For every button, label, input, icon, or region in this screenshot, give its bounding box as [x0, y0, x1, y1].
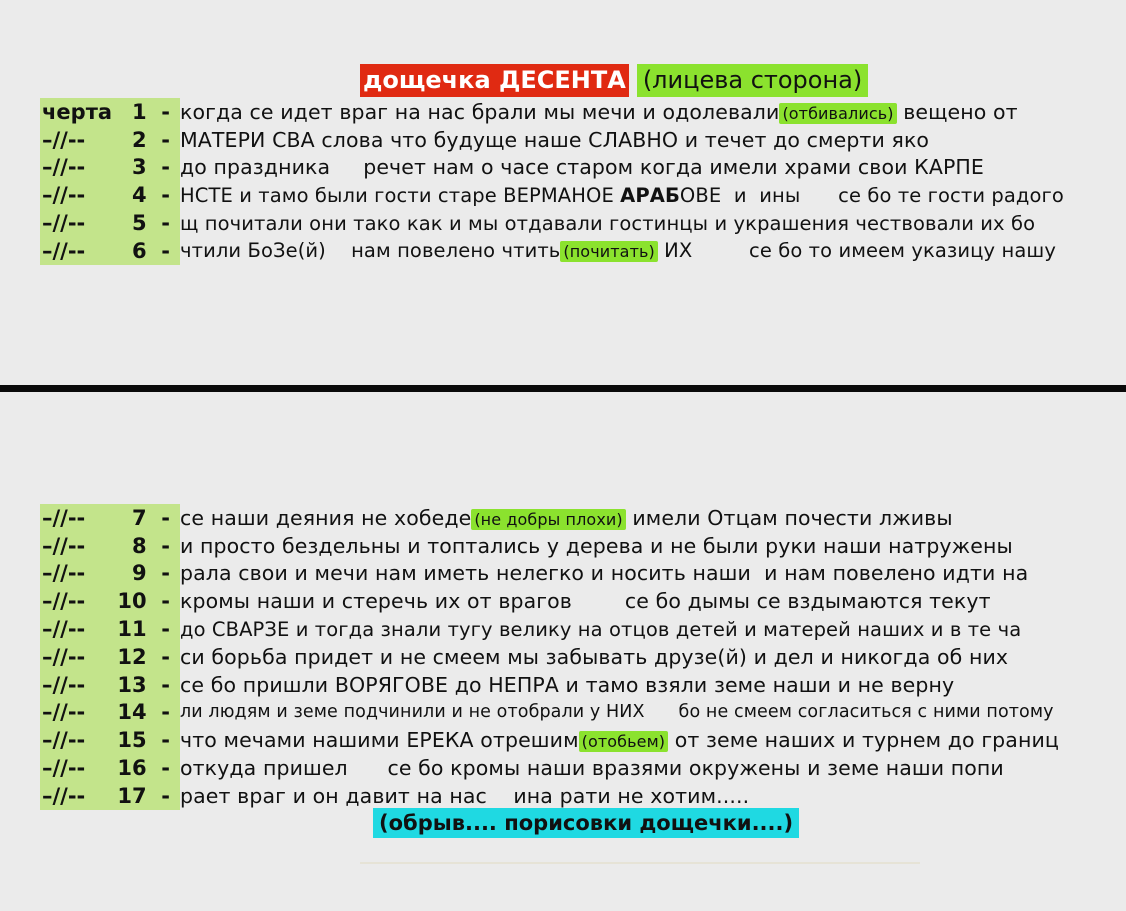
title-green: (лицева сторона)	[637, 64, 868, 97]
line-row	[40, 671, 1059, 699]
line-number: –//-- 17 -	[40, 782, 180, 810]
line-text: МАТЕРИ СВА слова что будуще наше СЛАВНО и течет до смерти яко	[180, 127, 930, 152]
gloss-note: (не добры плохи)	[471, 509, 625, 530]
gloss-note: (почитать)	[560, 241, 657, 262]
line-text: до праздника речет нам о часе старом когда имели храми свои КАРПЕ	[180, 155, 984, 180]
line-row	[40, 504, 1059, 532]
line-number: –//-- 10 -	[40, 587, 180, 615]
gloss-note: (отбивались)	[779, 103, 896, 124]
gloss-note: (отобьем)	[579, 731, 669, 752]
line-row	[40, 209, 1064, 237]
line-text: ли людям и земе подчинили и не отобрали у НИХ бо не смеем согласиться с ними потому	[180, 702, 1054, 723]
line-text: до СВАРЗЕ и тогда знали тугу велику на отцов детей и матерей наших и в те ча	[180, 617, 1022, 641]
line-text: рает враг и он давит на нас ина рати не хотим.....	[180, 783, 750, 808]
line-number: –//-- 13 -	[40, 671, 180, 699]
line-row	[40, 532, 1059, 560]
line-row	[40, 643, 1059, 671]
line-text: си борьба придет и не смеем мы забывать друзе(й) и дел и никогда об них	[180, 644, 1009, 669]
line-text: рала свои и мечи нам иметь нелегко и носить наши и нам повелено идти на	[180, 561, 1029, 586]
line-row	[40, 754, 1059, 782]
line-number: –//-- 5 -	[40, 209, 180, 237]
line-number: –//-- 7 -	[40, 504, 180, 532]
line-row	[40, 615, 1059, 643]
line-row	[40, 560, 1059, 588]
line-number: –//-- 3 -	[40, 154, 180, 182]
line-number: –//-- 9 -	[40, 560, 180, 588]
top-lines	[40, 98, 1064, 265]
line-text: щ почитали они тако как и мы отдавали гостинцы и украшения чествовали их бо	[180, 211, 1036, 235]
line-number: –//-- 8 -	[40, 532, 180, 560]
faint-line	[360, 862, 920, 864]
line-row	[40, 587, 1059, 615]
footer-note: (обрыв.... порисовки дощечки....)	[373, 808, 799, 838]
line-number: –//-- 12 -	[40, 643, 180, 671]
line-row	[40, 181, 1064, 209]
line-number: –//-- 4 -	[40, 181, 180, 209]
line-number: –//-- 14 -	[40, 699, 180, 727]
line-text: что мечами нашими ЕРЕКА отрешим (отобьем) от земе наших и турнем до границ	[180, 728, 1059, 753]
line-text: чтили БоЗе(й) нам повелено чтить (почитать) ИХ се бо то имеем указицу нашу	[180, 239, 1056, 263]
section-divider	[0, 385, 1126, 392]
line-text: кромы наши и стеречь их от врагов се бо дымы се вздымаются текут	[180, 589, 991, 614]
bottom-lines	[40, 504, 1059, 810]
line-row	[40, 726, 1059, 754]
line-text: НСТЕ и тамо были гости старе ВЕРМАНОЕ АРАБОВЕ и ины се бо те гости радого	[180, 183, 1064, 207]
line-number: черта 1 -	[40, 98, 180, 126]
line-number: –//-- 11 -	[40, 615, 180, 643]
line-number: –//-- 6 -	[40, 237, 180, 265]
line-number: –//-- 15 -	[40, 726, 180, 754]
line-number: –//-- 2 -	[40, 126, 180, 154]
page-title	[360, 64, 868, 97]
line-row	[40, 782, 1059, 810]
line-row	[40, 699, 1059, 727]
line-row	[40, 98, 1064, 126]
title-red: дощечка ДЕСЕНТА	[360, 64, 629, 97]
bold-word: АРАБ	[620, 183, 680, 207]
line-text: се бо пришли ВОРЯГОВЕ до НЕПРА и тамо взяли земе наши и не верну	[180, 672, 955, 697]
line-text: когда се идет враг на нас брали мы мечи и одолевали (отбивались) вещено от	[180, 99, 1018, 124]
line-text: се наши деяния не хобеде (не добры плохи) имели Отцам почести лживы	[180, 505, 953, 530]
line-row	[40, 126, 1064, 154]
line-row	[40, 237, 1064, 265]
line-text: откуда пришел се бо кромы наши вразями окружены и земе наши попи	[180, 756, 1004, 781]
line-number: –//-- 16 -	[40, 754, 180, 782]
line-text: и просто бездельны и топтались у дерева и не были руки наши натружены	[180, 533, 1013, 558]
line-row	[40, 154, 1064, 182]
